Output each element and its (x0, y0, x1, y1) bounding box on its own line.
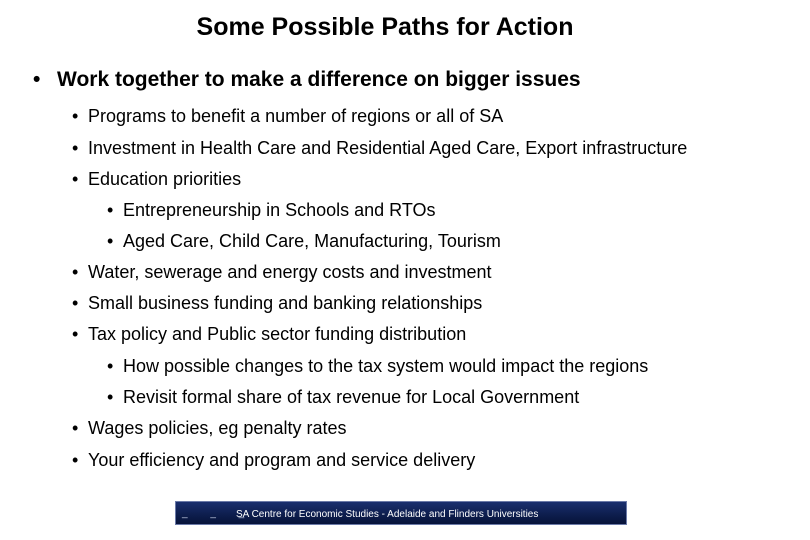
bullet-text: Tax policy and Public sector funding distribution (88, 324, 467, 344)
bullet-text: Investment in Health Care and Residential Aged Care, Export infrastructure (88, 138, 688, 158)
bullet-text: Work together to make a difference on bigger issues (57, 68, 581, 91)
bullet-dot: • (107, 200, 114, 220)
bullet-dot: • (72, 293, 79, 313)
bullet-text: Entrepreneurship in Schools and RTOs (123, 200, 436, 220)
bullet-item-level2 (72, 106, 503, 127)
bullet-item-level2 (72, 293, 482, 314)
bullet-dot: • (33, 68, 41, 91)
bullet-item-level2 (72, 418, 346, 439)
bullet-text: Aged Care, Child Care, Manufacturing, Tourism (123, 231, 501, 251)
footer-banner (175, 501, 627, 525)
bullet-item-level3 (107, 387, 579, 408)
slide-title: Some Possible Paths for Action (196, 13, 574, 41)
bullet-dot: • (107, 356, 114, 376)
bullet-text: Your efficiency and program and service delivery (88, 450, 476, 470)
bullet-text: Small business funding and banking relationships (88, 293, 483, 313)
bullet-text: Wages policies, eg penalty rates (88, 418, 347, 438)
bullet-dot: • (72, 450, 79, 470)
bullet-item-level3 (107, 356, 648, 377)
bullet-dot: • (72, 169, 79, 189)
bullet-text: Programs to benefit a number of regions or all of SA (88, 106, 504, 126)
bullet-item-level2 (72, 324, 466, 345)
bullet-text: Revisit formal share of tax revenue for Local Government (123, 387, 580, 407)
bullet-item-level1 (33, 68, 581, 92)
bullet-item-level3 (107, 231, 501, 252)
bullet-dot: • (72, 324, 79, 344)
bullet-item-level2 (72, 138, 687, 159)
bullet-dot: • (107, 231, 114, 251)
footer-text: SA Centre for Economic Studies - Adelaide and Flinders Universities (236, 509, 539, 520)
bullet-text: Water, sewerage and energy costs and investment (88, 262, 492, 282)
bullet-dot: • (72, 106, 79, 126)
bullet-item-level2 (72, 169, 241, 190)
bullet-item-level2 (72, 262, 492, 283)
bullet-text: How possible changes to the tax system would impact the regions (123, 356, 649, 376)
bullet-dot: • (72, 262, 79, 282)
bullet-item-level3 (107, 200, 436, 221)
footer-decoration: _ _ _ (182, 508, 255, 519)
bullet-item-level2 (72, 450, 475, 471)
bullet-dot: • (72, 418, 79, 438)
bullet-dot: • (107, 387, 114, 407)
bullet-dot: • (72, 138, 79, 158)
bullet-text: Education priorities (88, 169, 242, 189)
